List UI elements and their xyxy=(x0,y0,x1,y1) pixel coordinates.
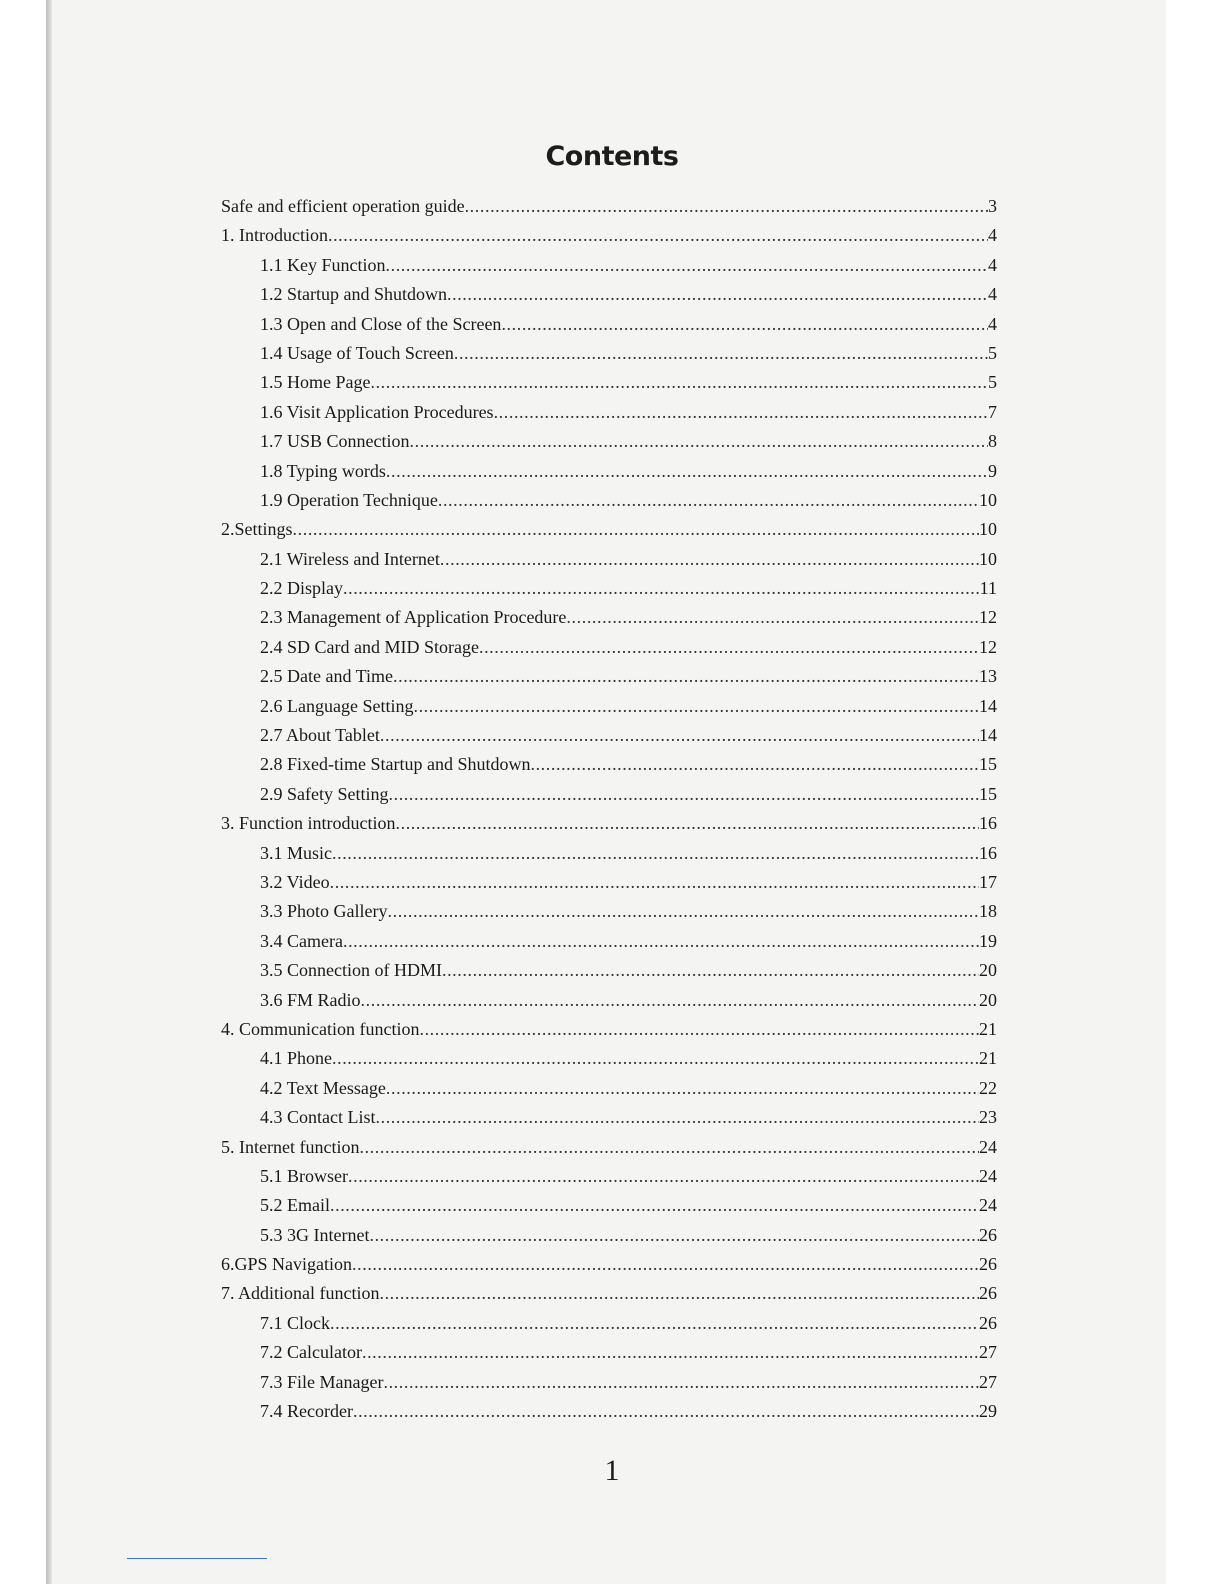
toc-entry[interactable] xyxy=(221,280,997,309)
toc-entry[interactable] xyxy=(221,1309,997,1338)
toc-entry[interactable] xyxy=(221,986,997,1015)
scan-margin-right xyxy=(1166,0,1224,1584)
page-binding-edge xyxy=(46,0,52,1584)
page-title: Contents xyxy=(545,141,679,172)
toc-entry-label: 7. Additional function xyxy=(221,1283,380,1304)
toc-entry-page: 13 xyxy=(979,666,997,687)
toc-entry[interactable] xyxy=(221,427,997,456)
toc-entry[interactable] xyxy=(221,339,997,368)
toc-entry-page: 8 xyxy=(988,431,997,452)
toc-entry-page: 27 xyxy=(979,1342,997,1363)
toc-entry[interactable] xyxy=(221,251,997,280)
toc-entry-page: 26 xyxy=(979,1312,997,1333)
toc-entry[interactable] xyxy=(221,1279,997,1308)
toc-entry-label: 2.Settings xyxy=(221,519,293,540)
toc-entry[interactable] xyxy=(221,574,997,603)
toc-entry[interactable] xyxy=(221,1162,997,1191)
toc-entry-label: 2.6 Language Setting xyxy=(260,695,414,716)
toc-entry-page: 5 xyxy=(988,372,997,393)
toc-entry-label: 5.2 Email xyxy=(260,1195,330,1216)
toc-entry-page: 24 xyxy=(979,1165,997,1186)
toc-dot-leader xyxy=(359,1133,979,1162)
toc-entry-label: 3.1 Music xyxy=(260,842,332,863)
toc-entry-label: 1.4 Usage of Touch Screen xyxy=(260,342,454,363)
toc-dot-leader xyxy=(379,1279,979,1308)
toc-entry-label: Safe and efficient operation guide xyxy=(221,196,465,216)
toc-dot-leader xyxy=(343,927,979,956)
toc-dot-leader xyxy=(293,515,979,544)
toc-entry[interactable] xyxy=(221,1397,997,1426)
toc-dot-leader xyxy=(410,427,988,456)
toc-entry-label: 1.1 Key Function xyxy=(260,254,386,275)
toc-dot-leader xyxy=(494,398,988,427)
toc-entry[interactable] xyxy=(221,956,997,985)
toc-entry-page: 4 xyxy=(988,284,997,305)
toc-dot-leader xyxy=(479,633,979,662)
toc-entry-page: 24 xyxy=(979,1136,997,1157)
toc-dot-leader xyxy=(465,192,988,221)
toc-dot-leader xyxy=(419,1015,979,1044)
toc-entry-page: 20 xyxy=(979,989,997,1010)
toc-entry[interactable] xyxy=(221,897,997,926)
toc-entry-label: 1.2 Startup and Shutdown xyxy=(260,284,447,305)
toc-entry-label: 1. Introduction xyxy=(221,225,328,246)
toc-entry[interactable] xyxy=(221,692,997,721)
toc-dot-leader xyxy=(361,986,979,1015)
toc-entry-page: 9 xyxy=(988,460,997,481)
toc-entry-label: 3.5 Connection of HDMI xyxy=(260,960,442,981)
toc-entry-page: 4 xyxy=(988,313,997,334)
toc-entry[interactable] xyxy=(221,1191,997,1220)
toc-entry-page: 23 xyxy=(979,1107,997,1128)
toc-entry-page: 5 xyxy=(988,342,997,363)
toc-dot-leader xyxy=(376,1103,980,1132)
toc-entry[interactable] xyxy=(221,368,997,397)
toc-entry-page: 22 xyxy=(979,1077,997,1098)
toc-dot-leader xyxy=(386,251,989,280)
toc-entry-page: 21 xyxy=(979,1048,997,1069)
toc-entry[interactable] xyxy=(221,927,997,956)
toc-entry-page: 24 xyxy=(979,1195,997,1216)
toc-entry-label: 2.3 Management of Application Procedure xyxy=(260,607,567,628)
toc-dot-leader xyxy=(369,1221,979,1250)
toc-entry-label: 1.9 Operation Technique xyxy=(260,489,438,510)
toc-entry-page: 15 xyxy=(979,783,997,804)
toc-entry-page: 14 xyxy=(979,725,997,746)
toc-dot-leader xyxy=(386,457,988,486)
toc-dot-leader xyxy=(330,868,979,897)
toc-entry[interactable] xyxy=(221,1338,997,1367)
toc-entry[interactable] xyxy=(221,192,997,221)
toc-dot-leader xyxy=(332,839,979,868)
toc-entry-page: 10 xyxy=(979,548,997,569)
toc-entry-page: 3 xyxy=(988,196,997,216)
toc-entry[interactable] xyxy=(221,1015,997,1044)
toc-dot-leader xyxy=(330,1309,979,1338)
toc-entry-page: 12 xyxy=(979,636,997,657)
toc-dot-leader xyxy=(413,692,979,721)
toc-entry[interactable] xyxy=(221,1044,997,1073)
toc-entry-label: 3.3 Photo Gallery xyxy=(260,901,388,922)
toc-entry-page: 26 xyxy=(979,1254,997,1275)
toc-dot-leader xyxy=(501,310,988,339)
toc-entry-label: 2.1 Wireless and Internet xyxy=(260,548,440,569)
toc-dot-leader xyxy=(454,339,988,368)
toc-entry-label: 2.5 Date and Time xyxy=(260,666,393,687)
toc-entry-page: 20 xyxy=(979,960,997,981)
toc-entry-page: 10 xyxy=(979,489,997,510)
toc-entry-label: 5.3 3G Internet xyxy=(260,1224,370,1245)
toc-entry-label: 3.6 FM Radio xyxy=(260,989,361,1010)
toc-entry-label: 7.4 Recorder xyxy=(260,1401,353,1422)
page-number: 1 xyxy=(604,1454,620,1487)
toc-entry[interactable] xyxy=(221,545,997,574)
toc-entry-label: 6.GPS Navigation xyxy=(221,1254,353,1275)
toc-entry-label: 5.1 Browser xyxy=(260,1165,348,1186)
toc-dot-leader xyxy=(380,721,979,750)
toc-entry-label: 1.7 USB Connection xyxy=(260,431,410,452)
toc-entry-page: 15 xyxy=(979,754,997,775)
toc-entry-label: 4.1 Phone xyxy=(260,1048,332,1069)
toc-dot-leader xyxy=(566,603,979,632)
toc-entry-label: 2.9 Safety Setting xyxy=(260,783,389,804)
toc-entry[interactable] xyxy=(221,310,997,339)
toc-entry-label: 1.5 Home Page xyxy=(260,372,371,393)
toc-entry-label: 3.4 Camera xyxy=(260,930,343,951)
toc-entry[interactable] xyxy=(221,1368,997,1397)
toc-entry[interactable] xyxy=(221,662,997,691)
toc-entry[interactable] xyxy=(221,1103,997,1132)
toc-dot-leader xyxy=(383,1368,979,1397)
toc-dot-leader xyxy=(447,280,988,309)
toc-entry[interactable] xyxy=(221,809,997,838)
toc-entry-page: 16 xyxy=(979,842,997,863)
toc-dot-leader xyxy=(348,1162,979,1191)
toc-entry-label: 2.7 About Tablet xyxy=(260,725,380,746)
toc-entry[interactable] xyxy=(221,1250,997,1279)
toc-dot-leader xyxy=(352,1250,979,1279)
toc-entry-label: 1.3 Open and Close of the Screen xyxy=(260,313,502,334)
toc-entry-label: 7.2 Calculator xyxy=(260,1342,362,1363)
toc-entry-label: 2.8 Fixed-time Startup and Shutdown xyxy=(260,754,531,775)
scan-margin-left xyxy=(0,0,46,1584)
toc-entry-label: 5. Internet function xyxy=(221,1136,360,1157)
toc-entry[interactable] xyxy=(221,780,997,809)
toc-entry-label: 7.3 File Manager xyxy=(260,1371,384,1392)
toc-entry-label: 2.4 SD Card and MID Storage xyxy=(260,636,479,657)
table-of-contents xyxy=(221,192,997,1426)
toc-dot-leader xyxy=(328,221,988,250)
toc-entry-page: 26 xyxy=(979,1283,997,1304)
toc-entry-label: 1.8 Typing words xyxy=(260,460,386,481)
toc-dot-leader xyxy=(396,809,980,838)
toc-entry[interactable] xyxy=(221,721,997,750)
toc-entry-label: 3. Function introduction xyxy=(221,813,396,834)
toc-entry-label: 7.1 Clock xyxy=(260,1312,330,1333)
toc-entry[interactable] xyxy=(221,750,997,779)
toc-entry-page: 4 xyxy=(988,254,997,275)
toc-entry-page: 26 xyxy=(979,1224,997,1245)
toc-entry-page: 29 xyxy=(979,1401,997,1422)
toc-entry[interactable] xyxy=(221,515,997,544)
toc-entry-page: 14 xyxy=(979,695,997,716)
toc-entry-page: 19 xyxy=(979,930,997,951)
toc-entry-page: 11 xyxy=(979,578,997,599)
toc-dot-leader xyxy=(438,486,979,515)
footer-rule xyxy=(127,1558,267,1559)
toc-entry[interactable] xyxy=(221,633,997,662)
toc-entry[interactable] xyxy=(221,1221,997,1250)
toc-dot-leader xyxy=(393,662,979,691)
toc-dot-leader xyxy=(386,1074,979,1103)
toc-dot-leader xyxy=(362,1338,979,1367)
toc-dot-leader xyxy=(440,545,979,574)
toc-entry-label: 2.2 Display xyxy=(260,578,343,599)
toc-dot-leader xyxy=(332,1044,979,1073)
toc-entry-page: 10 xyxy=(979,519,997,540)
toc-entry[interactable] xyxy=(221,603,997,632)
toc-entry[interactable] xyxy=(221,486,997,515)
toc-entry-label: 4.3 Contact List xyxy=(260,1107,376,1128)
toc-entry-label: 1.6 Visit Application Procedures xyxy=(260,401,494,422)
toc-entry-label: 4.2 Text Message xyxy=(260,1077,386,1098)
toc-dot-leader xyxy=(330,1191,979,1220)
toc-entry[interactable] xyxy=(221,1133,997,1162)
toc-dot-leader xyxy=(389,780,980,809)
toc-entry-label: 3.2 Video xyxy=(260,871,330,892)
toc-dot-leader xyxy=(388,897,980,926)
toc-dot-leader xyxy=(530,750,979,779)
toc-entry[interactable] xyxy=(221,221,997,250)
toc-dot-leader xyxy=(442,956,979,985)
toc-dot-leader xyxy=(353,1397,979,1426)
toc-entry-page: 27 xyxy=(979,1371,997,1392)
toc-entry-page: 7 xyxy=(988,401,997,422)
toc-entry[interactable] xyxy=(221,1074,997,1103)
toc-entry-page: 17 xyxy=(979,871,997,892)
toc-dot-leader xyxy=(343,574,980,603)
toc-entry-page: 21 xyxy=(979,1018,997,1039)
toc-entry-page: 4 xyxy=(988,225,997,246)
toc-entry[interactable] xyxy=(221,868,997,897)
toc-entry[interactable] xyxy=(221,398,997,427)
toc-dot-leader xyxy=(370,368,988,397)
toc-entry-label: 4. Communication function xyxy=(221,1018,420,1039)
toc-entry[interactable] xyxy=(221,457,997,486)
toc-entry-page: 16 xyxy=(979,813,997,834)
toc-entry[interactable] xyxy=(221,839,997,868)
toc-entry-page: 12 xyxy=(979,607,997,628)
toc-entry-page: 18 xyxy=(979,901,997,922)
